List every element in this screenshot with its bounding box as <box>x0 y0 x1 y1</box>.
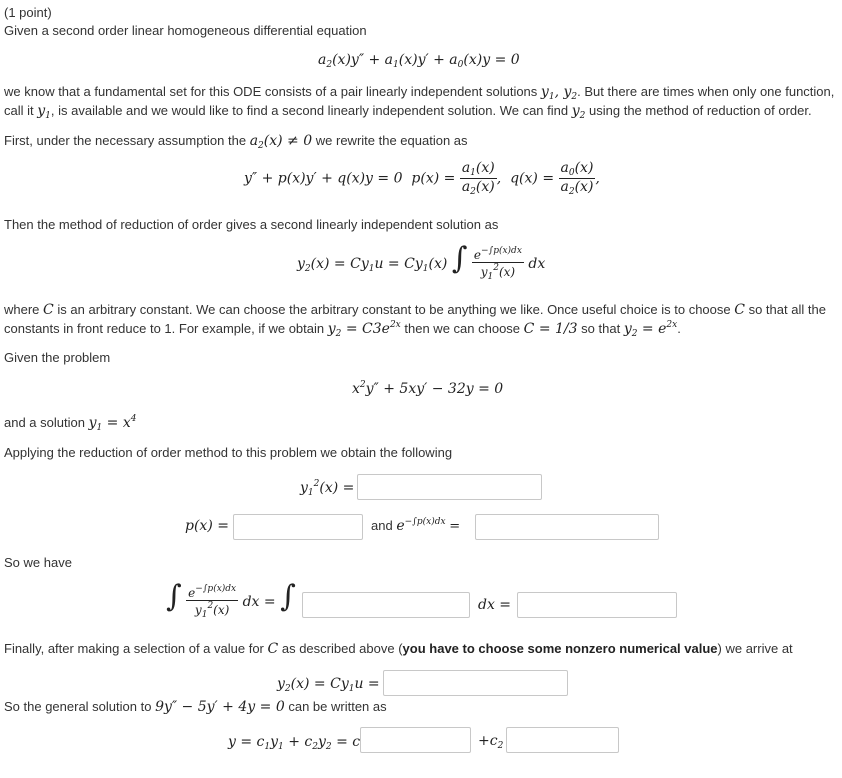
dx-equals-label: dx = <box>478 597 512 613</box>
where-c-text: where C is an arbitrary constant. We can choose the arbitrary constant to be anything we like. Once useful choice is to choose C so that all the <box>4 302 826 318</box>
then-text: Then the method of reduction of order gives a second linearly independent solution as <box>4 217 499 232</box>
y2-result-input[interactable] <box>383 670 568 696</box>
constants-text: constants in front reduce to 1. For example, if we obtain $y_2 = C3e^{2x}$ then we can choose C = 1/3 so that $y_2 = e^{2x}$. <box>4 320 681 339</box>
exp-integral-input[interactable] <box>475 514 659 540</box>
integral-expression: ∫ $\frac{e^{-\int p(x)dx}}{y_1^2(x)}$ dx = ∫ <box>166 579 296 620</box>
first-assumption-text: First, under the necessary assumption the $a_2(x) \ne 0$ we rewrite the equation as <box>4 133 468 151</box>
general-solution-label: $y = c_1y_1 + c_2y_2 = c$ <box>228 734 361 752</box>
c1-term-input[interactable] <box>360 727 471 753</box>
so-we-have-text: So we have <box>4 555 72 570</box>
integral-result-input[interactable] <box>517 592 677 618</box>
p-of-x-label: p(x) = <box>185 518 229 534</box>
problem-equation: $x^2y'' + 5xy' - 32y = 0$ <box>352 380 504 397</box>
solution-y1-text: and a solution $y_1 = x^4$ <box>4 414 137 433</box>
general-solution-text: So the general solution to 9y″ − 5y′ + 4y = 0 can be written as <box>4 699 387 715</box>
main-ode-equation: $a_2(x)y'' + a_1(x)y' + a_0(x)y = 0$ <box>318 52 520 70</box>
exp-integral-label: and $e^{-\int p(x)dx}$ = <box>371 517 461 534</box>
intro-text: Given a second order linear homogeneous differential equation <box>4 23 367 38</box>
points-label: (1 point) <box>4 5 52 20</box>
finally-text: Finally, after making a selection of a value for C as described above (you have to choose some nonzero numerical value) we arrive at <box>4 641 793 657</box>
reduction-formula: $y_2(x) = Cy_1u = Cy_1(x)$ ∫ $\frac{e^{-\int p(x)dx}}{y_1^2(x)}$ dx <box>297 241 546 282</box>
y2-result-label: $y_2(x) = Cy_1u$ = <box>277 676 380 694</box>
c2-term-input[interactable] <box>506 727 619 753</box>
given-problem-text: Given the problem <box>4 350 111 365</box>
y1-squared-label: $y_1^2(x)$ = <box>300 479 355 498</box>
call-it-text: call it $y_1$, is available and we would like to find a second linearly independent solution. We can find $y_2$ using the method of reduction of order. <box>4 103 812 121</box>
integrand-input[interactable] <box>302 592 470 618</box>
standard-form-equation: y″ + p(x)y′ + q(x)y = 0 p(x) = $\frac{a_1(x)}{a_2(x)}$ , q(x) = $\frac{a_0(x)}{a_2(x)}$ , <box>244 160 600 197</box>
applying-text: Applying the reduction of order method to this problem we obtain the following <box>4 445 453 460</box>
fundamental-set-text: we know that a fundamental set for this ODE consists of a pair linearly independent solutions $y_1$, $y_2$. But there are times when only one function, <box>4 84 835 102</box>
p-of-x-input[interactable] <box>233 514 363 540</box>
y1-squared-input[interactable] <box>357 474 542 500</box>
plus-c2-label: $+c_2$ <box>478 733 504 751</box>
